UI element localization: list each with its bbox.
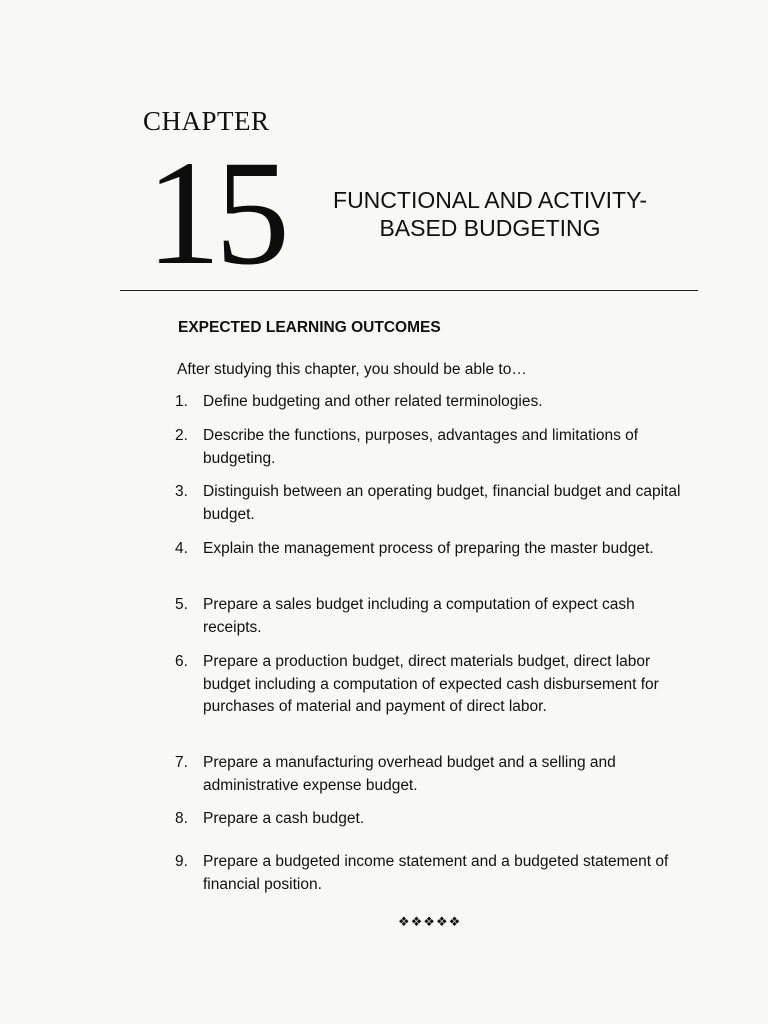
list-item-text: Prepare a budgeted income statement and a budgeted statement of financial position. <box>203 853 669 893</box>
chapter-number: 15 <box>146 130 284 296</box>
chapter-title <box>300 186 680 242</box>
list-item <box>175 538 695 561</box>
list-item-number: 3. <box>175 483 188 500</box>
list-item <box>175 481 695 526</box>
list-item <box>175 391 695 414</box>
chapter-label: CHAPTER <box>143 106 270 136</box>
list-item-text: Explain the management process of preparing the master budget. <box>203 540 654 557</box>
list-item-number: 5. <box>175 596 188 613</box>
list-item <box>175 752 695 797</box>
list-item-text: Prepare a production budget, direct materials budget, direct labor budget including a computation of expected cash disbursement for purchases of material and payment of direct labor. <box>203 653 659 715</box>
list-item-text: Define budgeting and other related terminologies. <box>203 393 543 410</box>
list-item <box>175 651 695 719</box>
list-item-number: 1. <box>175 393 188 410</box>
list-item-number: 2. <box>175 427 188 444</box>
list-item-number: 9. <box>175 853 188 870</box>
list-item <box>175 851 695 896</box>
outcomes-heading: EXPECTED LEARNING OUTCOMES <box>178 319 441 336</box>
list-item <box>175 594 695 639</box>
title-divider <box>120 290 698 291</box>
list-item-text: Prepare a manufacturing overhead budget and a selling and administrative expense budget. <box>203 754 616 794</box>
list-item-text: Distinguish between an operating budget, financial budget and capital budget. <box>203 483 681 523</box>
list-item-number: 6. <box>175 653 188 670</box>
list-item-text: Describe the functions, purposes, advantages and limitations of budgeting. <box>203 427 639 467</box>
list-item-text: Prepare a sales budget including a computation of expect cash receipts. <box>203 596 635 636</box>
chapter-title-line-2: BASED BUDGETING <box>379 215 601 241</box>
section-end-ornament: ❖❖❖❖❖ <box>398 915 462 930</box>
list-item-number: 8. <box>175 810 188 827</box>
list-item <box>175 808 695 831</box>
list-item <box>175 425 695 470</box>
list-item-number: 7. <box>175 754 188 771</box>
outcomes-intro: After studying this chapter, you should be able to… <box>177 361 527 378</box>
list-item-text: Prepare a cash budget. <box>203 810 365 827</box>
list-item-number: 4. <box>175 540 188 557</box>
chapter-title-line-1: FUNCTIONAL AND ACTIVITY- <box>333 187 647 213</box>
